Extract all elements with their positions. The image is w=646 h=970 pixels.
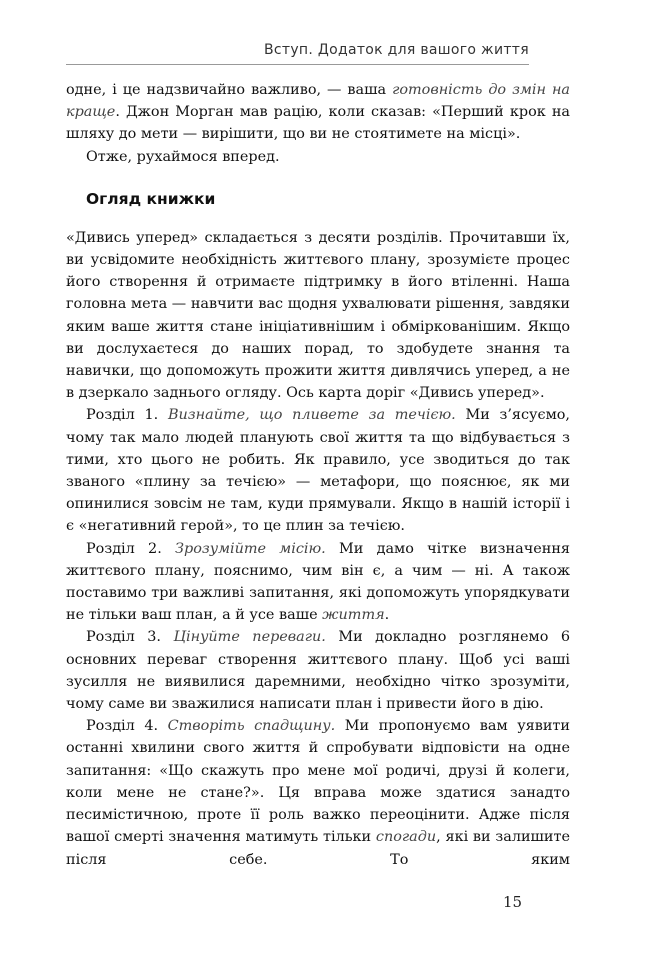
italic-phrase: Цінуйте переваги. <box>173 629 326 646</box>
text-run: «Дивись уперед» складається з десяти розділів. Прочитавши їх, ви усвідомите необхідність життєвого плану, зрозумієте процес його створення й отримаєте підтримку в його втіленні. Наша головна мета — навчити вас щодня ухвалювати рішення, завдяки яким ваше життя стане ініціативнішим і обміркованішим. Якщо ви дослухаєтеся до наших порад, то здобудете знання та навички, що допоможуть прожити життя дивлячись уперед, а не в дзеркало заднього огляду. Ось карта доріг «Дивись уперед». <box>66 229 570 402</box>
section-heading <box>86 188 570 210</box>
italic-phrase: готовність до змін на кращe <box>66 82 571 121</box>
paragraph <box>66 715 570 870</box>
header-rule <box>66 64 529 65</box>
text-run: Отже, рухаймося вперед. <box>86 148 280 165</box>
running-header: Вступ. Додаток для вашого життя <box>263 42 529 58</box>
text-run: , які ви залишите після себе. То яким <box>66 829 570 868</box>
text-run: Розділ 4. <box>86 718 168 735</box>
paragraph <box>66 538 570 627</box>
text-run: Ми дамо чітке визначення життєвого плану, пояснимо, чим він є, а чим — ні. А також поставимо три важливі запитання, які допоможуть упорядкувати не тільки ваш план, а й усе ваше <box>66 540 570 624</box>
text-run: одне, і це надзвичайно важливо, — ваша <box>66 82 393 98</box>
page-number: 15 <box>503 893 523 911</box>
italic-phrase: життя <box>322 607 385 624</box>
paragraph <box>66 227 570 405</box>
italic-phrase: спогади <box>375 829 437 846</box>
italic-phrase: Визнайте, що пливете за течією. <box>167 407 456 424</box>
italic-phrase: Створіть спадщину. <box>167 718 336 735</box>
text-run: . Джон Морган мав рацію, коли сказав: «Перший крок на шляху до мети — вирішити, що ви не стоятимете на місці». <box>66 104 570 143</box>
text-run: . <box>384 607 390 624</box>
text-run: Розділ 2. <box>86 540 176 557</box>
paragraph <box>66 404 570 537</box>
italic-phrase: Зрозумійте місію. <box>175 540 326 557</box>
text-run: Ми з’ясуємо, чому так мало людей планують свої життя та що відбувається з тими, хто цього не робить. Як правило, усе зводиться до так званого «плину за течією» — метафори, що пояснює, як ми опинилися зовсім не там, куди прямували. Якщо в нашій історії і є «негативний герой», то це плин за течією. <box>66 407 571 535</box>
paragraph <box>66 626 570 715</box>
paragraph <box>66 146 570 168</box>
text-run: Розділ 1. <box>86 407 168 424</box>
body-text <box>66 79 570 871</box>
text-run: Ми докладно розглянемо 6 основних переваг створення життєвого плану. Щоб усі ваші зусилля не виявилися даремними, необхідно чітко зрозуміти, чому саме ви зважилися написати план і привести його в дію. <box>66 629 570 713</box>
paragraph <box>66 79 570 146</box>
text-run: Розділ 3. <box>86 629 174 646</box>
text-run: Ми пропонуємо вам уявити останні хвилини свого життя й спробувати відповісти на одне запитання: «Що скажуть про мене мої родичі, друзі й колеги, коли мене не стане?». Ця вправа може здатися занадто песимістичною, проте її роль важко переоцінити. Адже після вашої смерті значення матимуть тільки <box>66 718 570 846</box>
text-run: Огляд книжки <box>86 189 216 208</box>
